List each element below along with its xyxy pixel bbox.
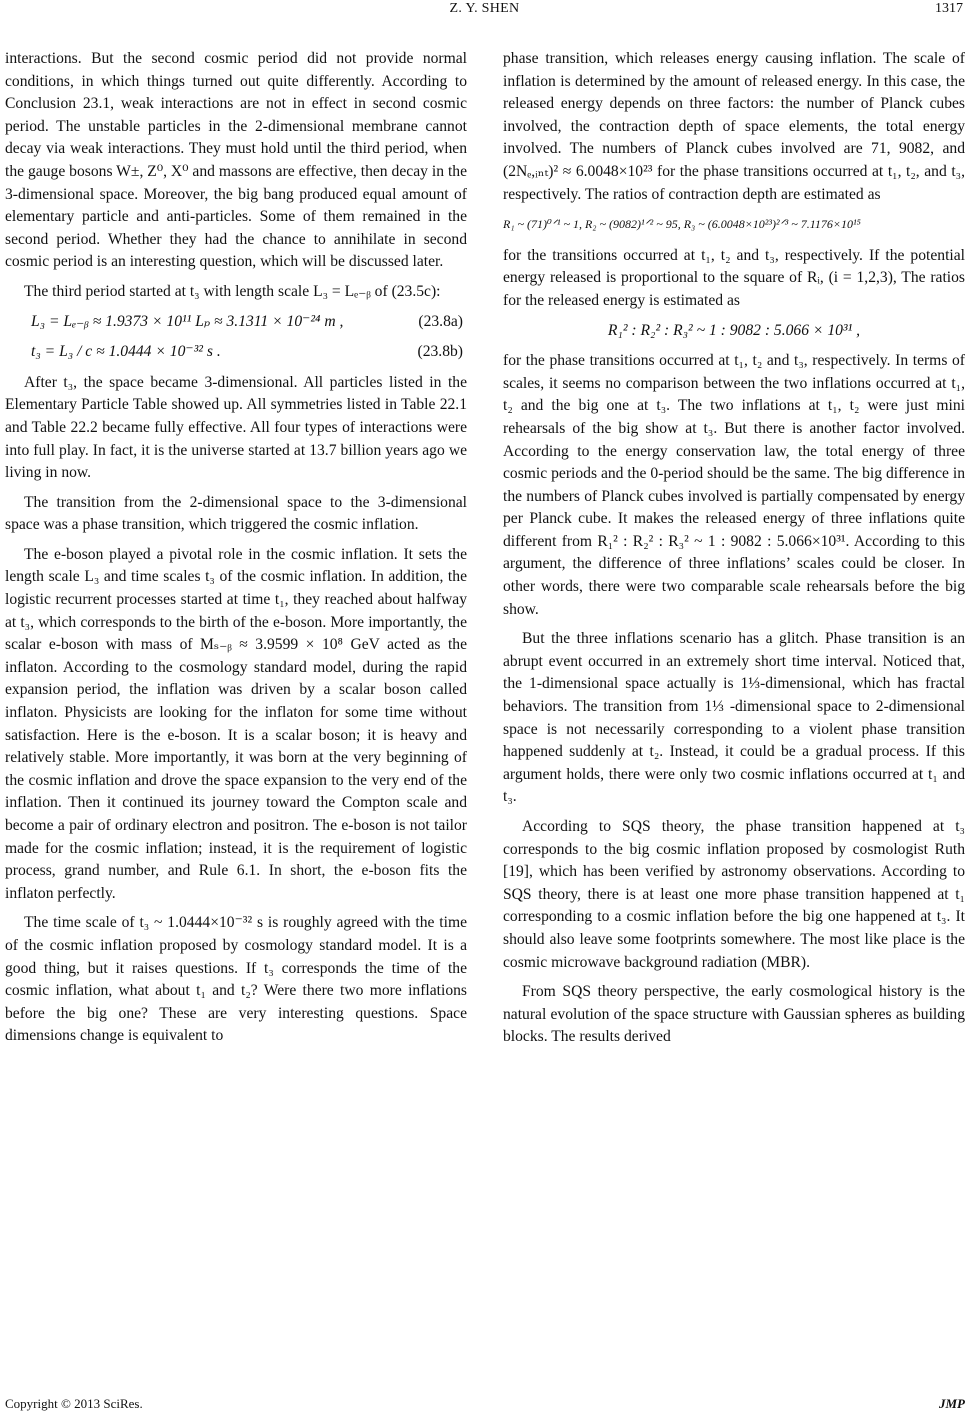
running-head	[0, 0, 969, 24]
paragraph: for the phase transitions occurred at t₁, t₂ and t₃, respectively. In terms of scales, it seems no comparison between the two inflations occurred at t₁, t₂ and the big one at t₃. The two inflations at t₁, t₂ were just mini rehearsals of the big show at t₃. But there is another factor involved. According to the energy conservation law, the total energy of three cosmic periods and the 0-period should be the same. The big difference in the numbers of Planck cubes involved is partially compensated by energy per Planck cube. It makes the released energy of three inflations quite different from R₁² : R₂² : R₃² ~ 1 : 9082 : 5.066×10³¹. According to this argument, the difference of three inflations’ scales could be closer. In other words, there were two comparable scale rehearsals before the big show.	[503, 352, 965, 618]
equation-body: L₃ = Lₑ₋ᵦ ≈ 1.9373 × 10¹¹ Lₚ ≈ 3.1311 × 10⁻²⁴ m ,	[31, 312, 344, 330]
equation-number: (23.8a)	[418, 312, 463, 330]
paragraph: According to SQS theory, the phase transition happened at t₃ corresponds to the big cosmic inflation proposed by cosmologist Ruth [19], which has been verified by astronomy observations. According to SQS theory, there is at least one more phase transition happened at t₁ corresponding to a cosmic inflation before the big one happened at t₃. It should also leave some footprints somewhere. The most like place is the cosmic microwave background radiation (MBR).	[503, 818, 965, 971]
equation-energy-ratio: R₁² : R₂² : R₃² ~ 1 : 9082 : 5.066 × 10³¹ ,	[607, 321, 861, 339]
paragraph: interactions. But the second cosmic period did not provide normal conditions, in which things turned out quite differently. According to Conclusion 23.1, weak interactions are not in effect in second cosmic period. The unstable particles in the 2-dimensional membrane cannot decay via weak interactions. They must hold until the third period, when the gauge bosons W±, Z⁰, X⁰ and massons are effective, then decay in the 3-dimensional space. Moreover, the big bang produced equal amount of elementary particle and anti-particles. Some of them remained in the second period. Whether they had the chance to annihilate in second cosmic period is an interesting question, which will be discussed later.	[5, 50, 467, 271]
equation-23-8a	[5, 311, 467, 334]
paragraph: From SQS theory perspective, the early cosmological history is the natural evolution of the space structure with Gaussian spheres as building blocks. The results derived	[503, 983, 965, 1046]
right-column	[503, 48, 965, 1056]
equation-number: (23.8b)	[417, 343, 463, 361]
paragraph: But the three inflations scenario has a glitch. Phase transition is an abrupt event occurred in an extremely short time interval. Noticed that, the 1-dimensional space actually is 1⅓-dimensional, which has fractal behaviors. The transition from 1⅓ -dimensional space to 2-dimensional space is not necessarily corresponding to a violent phase transition happened suddenly at t₂. Instead, it could be a gradual process. If this argument holds, there were only two cosmic inflations occurred at t₁ and t₃.	[503, 630, 965, 806]
paragraph: The third period started at t₃ with length scale L₃ = Lₑ₋ᵦ of (23.5c):	[24, 282, 441, 300]
equation-contraction-depth: R₁ ~ (71)⁰ᐟ¹ ~ 1, R₂ ~ (9082)¹ᐟ² ~ 95, R₃ ~ (6.0048×10²³)²ᐟ³ ~ 7.1176×10¹⁵	[503, 217, 861, 232]
paragraph: The time scale of t₃ ~ 1.0444×10⁻³² s is roughly agreed with the time of the cosmic inflation proposed by cosmology standard model. It is a good thing, but it raises questions. If t₃ corresponds the time of the cosmic inflation, what about t₁ and t₂? Were there two more inflations before the big one? These are very interesting questions. Space dimensions change is equivalent to	[5, 914, 467, 1045]
copyright-notice: Copyright © 2013 SciRes.	[5, 1396, 143, 1411]
left-column	[5, 48, 467, 1055]
paragraph: The e-boson played a pivotal role in the cosmic inflation. It sets the length scale L₃ and time scales t₃ of the cosmic inflation. In addition, the logistic recurrent processes started at time t₁, they reached about halfway at t₃, which corresponds to the birth of the e-boson. More importantly, the scalar e-boson with mass of Mₛ₋ᵦ ≈ 3.9599 × 10⁸ GeV acted as the inflaton. According to the cosmology standard model, during the rapid expansion period, the inflation was driven by a scalar boson called inflaton. Physicists are looking for the inflaton for some time without satisfaction. Here is the e-boson. It is a scalar boson; it is heavy and relatively stable. More importantly, it was born at the very beginning of the cosmic inflation and drove the space expansion to the very end of the inflation. Then it continued its journey toward the Compton scale and become a pair of ordinary electron and positron. The e-boson is not tailor made for the cosmic inflation; instead, it is the requirement of logistic process, grand number, and Rule 6.1. In short, the e-boson fits the inflaton perfectly.	[5, 545, 467, 902]
page-number: 1317	[935, 1, 963, 16]
journal-abbreviation: JMP	[939, 1396, 965, 1411]
author-header: Z. Y. SHEN	[449, 1, 520, 16]
paragraph: for the transitions occurred at t₁, t₂ and t₃, respectively. If the potential energy released is proportional to the square of Rᵢ, (i = 1,2,3), The ratios for the released energy is estimated as	[503, 246, 965, 309]
paragraph: The transition from the 2-dimensional space to the 3-dimensional space was a phase transition, which triggered the cosmic inflation.	[5, 493, 467, 534]
paragraph: After t₃, the space became 3-dimensional. All particles listed in the Elementary Particle Table showed up. All symmetries listed in Table 22.1 and Table 22.2 became fully effective. All four types of interactions were into full play. In fact, it is the universe started at 13.7 billion years ago we living in now.	[5, 373, 467, 482]
equation-23-8b	[5, 341, 467, 364]
equation-body: t₃ = L₃ / c ≈ 1.0444 × 10⁻³² s .	[31, 343, 221, 361]
page-footer	[5, 1396, 965, 1414]
paragraph: phase transition, which releases energy causing inflation. The scale of inflation is determined by the amount of released energy. In this case, the released energy depends on three factors: the number of Planck cubes involved, the contraction depth of space elements, the total energy involved. The numbers of Planck cubes involved are 71, 9082, and (2Nₑ,ᵢₙₜ)² ≈ 6.0048×10²³ for the phase transitions occurred at t₁, t₂, and t₃, respectively. The ratios of contraction depth are estimated as	[503, 50, 965, 203]
